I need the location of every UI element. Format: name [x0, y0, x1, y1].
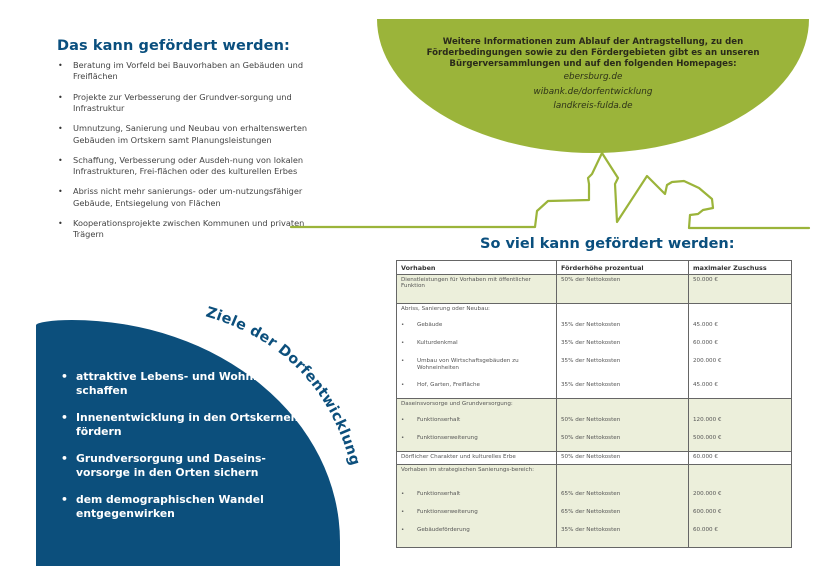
table-row — [397, 275, 792, 304]
cell-percentage: 35% der Nettokosten — [557, 356, 689, 380]
cell-max-grant: 60.000 € — [689, 525, 792, 548]
cell-project-text: Umbau von Wirtschaftsgebäuden zu Wohneinheiten — [417, 358, 519, 371]
goal-item: • Grundversorgung und Daseins-vorsorge in den Orten sichern — [60, 452, 310, 480]
cell-group-label: Daseinsvorsorge und Grundversorgung: — [397, 399, 557, 416]
cell-project-text: Funktionserhalt — [417, 491, 461, 497]
cell-max-grant: 60.000 € — [689, 452, 792, 465]
table-row — [397, 415, 792, 433]
cell-project-text: Hof, Garten, Freifläche — [417, 382, 480, 388]
cell-empty — [557, 465, 689, 490]
funding-eligible-title: Das kann gefördert werden: — [57, 38, 290, 54]
cell-project — [397, 415, 557, 433]
info-text: Weitere Informationen zum Ablauf der Antragstellung, zu den Förderbedingungen sowie zu den Fördergebieten gibt es an unseren Bürgerversammlungen und auf den folgenden Homepages: — [426, 37, 760, 69]
table-row — [397, 452, 792, 465]
list-item: • Umnutzung, Sanierung und Neubau von erhaltenswerten Gebäuden im Ortskern samt Planungsleistungen — [57, 123, 312, 146]
bullet-icon: • — [401, 435, 405, 441]
table-row — [397, 433, 792, 452]
info-text-block — [410, 37, 776, 114]
cell-empty — [557, 399, 689, 416]
cell-project — [397, 320, 557, 338]
bullet-icon: • — [401, 417, 405, 423]
cell-empty — [557, 304, 689, 321]
cell-project — [397, 525, 557, 548]
column-header-project: Vorhaben — [397, 261, 557, 275]
link-ebersburg[interactable]: ebersburg.de — [563, 72, 623, 82]
cell-group-label: Vorhaben im strategischen Sanierungs-bereich: — [397, 465, 557, 490]
cell-group-label: Abriss, Sanierung oder Neubau: — [397, 304, 557, 321]
cell-max-grant: 45.000 € — [689, 380, 792, 399]
list-item: • Schaffung, Verbesserung oder Ausdeh-nung von lokalen Infrastrukturen, Frei-flächen oder des kulturellen Erbes — [57, 155, 312, 178]
cell-max-grant: 500.000 € — [689, 433, 792, 452]
cell-empty — [689, 399, 792, 416]
cell-percentage: 35% der Nettokosten — [557, 320, 689, 338]
table-row — [397, 356, 792, 380]
cell-percentage: 35% der Nettokosten — [557, 380, 689, 399]
cell-max-grant: 200.000 € — [689, 356, 792, 380]
table-group-header — [397, 304, 792, 321]
cell-project-text: Funktionserhalt — [417, 417, 461, 423]
cell-project-text: Kulturdenkmal — [417, 340, 458, 346]
cell-max-grant: 200.000 € — [689, 489, 792, 507]
eligible-items-list — [57, 60, 312, 250]
table-group-header — [397, 465, 792, 490]
bullet-icon: • — [401, 509, 405, 515]
cell-percentage: 50% der Nettokosten — [557, 452, 689, 465]
cell-max-grant: 50.000 € — [689, 275, 792, 304]
table-row — [397, 320, 792, 338]
goal-item: • attraktive Lebens- und Wohnräume schaffen — [60, 370, 310, 398]
cell-project-text: Funktionserweiterung — [417, 509, 478, 515]
bullet-icon: • — [401, 491, 405, 497]
funding-amounts-title: So viel kann gefördert werden: — [480, 236, 735, 252]
cell-percentage: 50% der Nettokosten — [557, 275, 689, 304]
cell-percentage: 35% der Nettokosten — [557, 525, 689, 548]
bullet-icon: • — [401, 527, 405, 533]
goals-list — [60, 370, 310, 534]
cell-project-text: Gebäude — [417, 322, 443, 328]
table-row — [397, 380, 792, 399]
link-wibank[interactable]: wibank.de/dorfentwicklung — [533, 86, 653, 97]
cell-project: Dörflicher Charakter und kulturelles Erbe — [397, 452, 557, 465]
funding-table — [396, 260, 792, 548]
cell-percentage: 65% der Nettokosten — [557, 489, 689, 507]
cell-percentage: 65% der Nettokosten — [557, 507, 689, 525]
bullet-icon: • — [401, 322, 405, 328]
cell-max-grant: 45.000 € — [689, 320, 792, 338]
cell-max-grant: 60.000 € — [689, 338, 792, 356]
cell-project — [397, 433, 557, 452]
cell-empty — [689, 465, 792, 490]
goal-item: • Innenentwicklung in den Ortskernen fördern — [60, 411, 310, 439]
cell-max-grant: 600.000 € — [689, 507, 792, 525]
cell-project: Dienstleistungen für Vorhaben mit öffentlicher Funktion — [397, 275, 557, 304]
table-row — [397, 489, 792, 507]
list-item: • Abriss nicht mehr sanierungs- oder um-nutzungsfähiger Gebäude, Entsiegelung von Flächen — [57, 186, 312, 209]
table-group-header — [397, 399, 792, 416]
table-row — [397, 525, 792, 548]
cell-project — [397, 356, 557, 380]
cell-empty — [689, 304, 792, 321]
table-row — [397, 507, 792, 525]
list-item: • Projekte zur Verbesserung der Grundver-sorgung und Infrastruktur — [57, 92, 312, 115]
goal-item: • dem demographischen Wandel entgegenwirken — [60, 493, 310, 521]
column-header-max-grant: maximaler Zuschuss — [689, 261, 792, 275]
cell-percentage: 35% der Nettokosten — [557, 338, 689, 356]
cell-project-text: Funktionserweiterung — [417, 435, 478, 441]
cell-max-grant: 120.000 € — [689, 415, 792, 433]
bullet-icon: • — [401, 358, 405, 364]
cell-project — [397, 338, 557, 356]
link-landkreis-fulda[interactable]: landkreis-fulda.de — [553, 101, 633, 111]
cell-project — [397, 380, 557, 399]
cell-percentage: 50% der Nettokosten — [557, 415, 689, 433]
list-item: • Kooperationsprojekte zwischen Kommunen und privaten Trägern — [57, 218, 312, 241]
arc-title-text: Ziele der Dorfentwicklung — [203, 304, 363, 468]
cell-project — [397, 507, 557, 525]
column-header-percentage: Förderhöhe prozentual — [557, 261, 689, 275]
bullet-icon: • — [401, 340, 405, 346]
table-row — [397, 338, 792, 356]
list-item: • Beratung im Vorfeld bei Bauvorhaben an Gebäuden und Freiflächen — [57, 60, 312, 83]
bullet-icon: • — [401, 382, 405, 388]
cell-percentage: 50% der Nettokosten — [557, 433, 689, 452]
cell-project-text: Gebäudeförderung — [417, 527, 470, 533]
cell-project — [397, 489, 557, 507]
